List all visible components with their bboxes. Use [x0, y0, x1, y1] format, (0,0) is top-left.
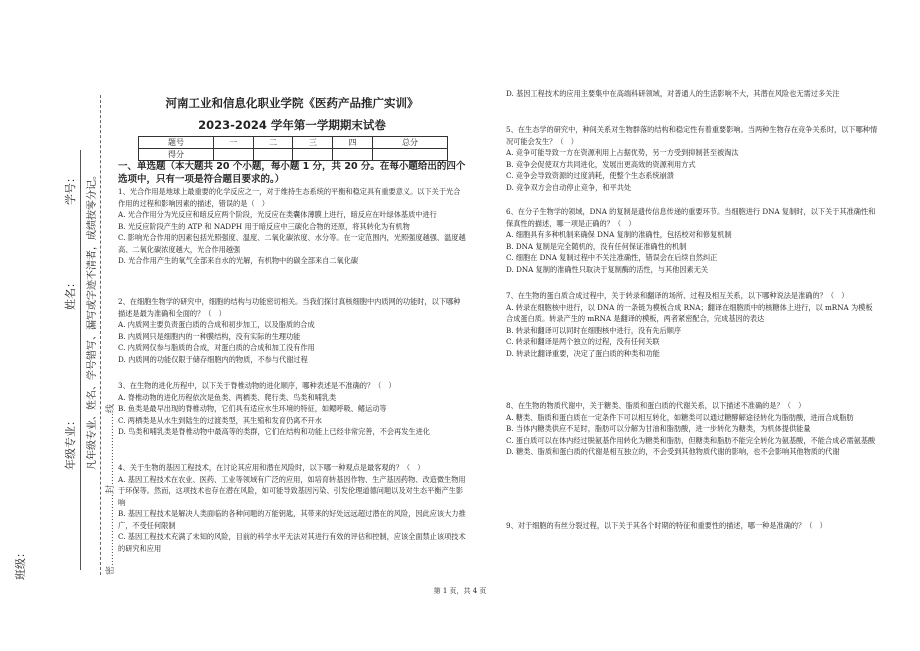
question-1 — [118, 186, 466, 267]
seal-dashed-line — [100, 95, 101, 575]
question-option: B. 鱼类是最早出现的脊椎动物，它们具有适应水生环境的特征，如鳃呼吸、鳍运动等 — [118, 404, 387, 413]
question-option: C. 蛋白质可以在体内经过脱氨基作用转化为糖类和脂肪，但糖类和脂肪不能完全转化为氨基酸，不能合成必需氨基酸 — [506, 435, 876, 445]
question-option: A. 脊椎动物的进化历程依次是鱼类、两栖类、爬行类、鸟类和哺乳类 — [118, 392, 337, 402]
exam-subtitle: 2023-2024 学年第一学期期末试卷 — [198, 118, 386, 132]
question-option: B. 竞争会促使双方共同进化，发展出更高效的资源利用方式 — [506, 159, 696, 169]
score-header-cell: 三 — [293, 137, 333, 149]
score-cell — [293, 149, 333, 161]
question-stem: 9、对于细胞的有丝分裂过程，以下关于其各个时期的特征和重要性的描述，哪一种是准确的？（ ） — [506, 521, 827, 530]
question-option: A. 基因工程技术在农业、医药、工业等领域有广泛的应用，如培育转基因作物、生产基因药物、改造微生物用于环保等。然而，这项技术也存在潜在风险，如可能导致基因污染、引发伦理道德问题以及对生态平衡产生影响 — [118, 474, 466, 507]
question-option: C. 影响光合作用的因素包括光照强度、温度、二氧化碳浓度、水分等。在一定范围内，光照强度越强、温度越高、二氧化碳浓度越大，光合作用越强 — [118, 233, 466, 254]
question-option: B. 当体内糖类供应不足时，脂肪可以分解为甘油和脂肪酸，进一步转化为糖类，为机体提供能量 — [506, 424, 811, 433]
notice-text: 凡年级专业、姓名、学号错写、漏写或字迹不清者，成绩按零分记。 — [87, 170, 98, 470]
question-4 — [118, 462, 466, 554]
question-option: A. 竞争可能导致一方在资源利用上占据优势，另一方受到抑制甚至被淘汰 — [506, 148, 739, 157]
question-option: C. 内质网仅参与脂质的合成，对蛋白质的合成和加工没有作用 — [118, 343, 315, 352]
question-5 — [506, 124, 878, 193]
question-7 — [506, 290, 878, 359]
score-cell — [214, 149, 254, 161]
question-4-continued — [506, 88, 878, 100]
major-label: 年级专业： — [64, 415, 77, 470]
score-header-cell: 一 — [214, 137, 254, 149]
binding-margin — [0, 0, 116, 651]
seal-text: 密……………………封……………………线 — [106, 403, 116, 575]
score-header-cell: 总分 — [372, 137, 447, 149]
question-option: C. 基因工程技术充满了未知的风险，目前的科学水平无法对其进行有效的评估和控制，应该全面禁止该项技术的研究和应用 — [118, 532, 466, 553]
student-id-label: 学号： — [64, 172, 77, 205]
score-table-score-row — [139, 149, 448, 161]
question-6 — [506, 206, 878, 275]
question-stem: 3、在生物的进化历程中，以下关于脊椎动物的进化顺序，哪种表述是不准确的？（ ） — [118, 381, 396, 390]
question-option: D. 光合作用产生的氧气全部来自水的光解，有机物中的碳全部来自二氧化碳 — [118, 256, 359, 265]
question-2 — [118, 296, 466, 365]
name-label: 姓名： — [64, 277, 77, 310]
score-cell — [372, 149, 447, 161]
score-table — [138, 136, 448, 161]
question-3 — [118, 380, 466, 438]
question-option: C. 转录和翻译是两个独立的过程，没有任何关联 — [506, 337, 660, 346]
score-table-header-row — [139, 137, 448, 149]
section-heading: 一、单选题（本大题共 20 个小题，每小题 1 分，共 20 分。在每小题给出的四个选项中，只有一项是符合题目要求的。） — [118, 161, 466, 185]
question-option: D. 基因工程技术的应用主要集中在高端科研领域，对普通人的生活影响不大，其潜在风险也无需过多关注 — [506, 89, 840, 98]
question-9 — [506, 520, 878, 532]
question-option: D. 鸟类和哺乳类是脊椎动物中最高等的类群，它们在结构和功能上已经非常完善，不会再发生进化 — [118, 427, 430, 436]
margin-line — [80, 150, 81, 570]
exam-title: 河南工业和信息化职业学院《医药产品推广实训》 — [165, 96, 419, 110]
question-8 — [506, 400, 878, 458]
question-stem: 5、在生态学的研究中，种间关系对生物群落的结构和稳定性有着重要影响。当两种生物存在竞争关系时，以下哪种情况可能会发生？（ ） — [506, 125, 878, 146]
question-option: D. 内质网的功能仅限于储存细胞内的物质，不参与代谢过程 — [118, 354, 308, 364]
score-row-label: 得分 — [139, 149, 214, 161]
question-option: C. 细胞在 DNA 复制过程中不关注准确性，错误会在后续自然纠正 — [506, 253, 718, 262]
question-option: B. 转录和翻译可以同时在细胞核中进行，没有先后顺序 — [506, 325, 682, 335]
score-cell — [253, 149, 293, 161]
question-stem: 4、关于生物的基因工程技术，在讨论其应用和潜在风险时，以下哪一种观点是最客观的？（ ） — [118, 463, 425, 472]
question-stem: 7、在生物的蛋白质合成过程中，关于转录和翻译的场所、过程及相互关系，以下哪种说法是准确的？（ ） — [506, 291, 849, 300]
class-label: 班级： — [14, 547, 27, 580]
question-option: A. 糖类、脂质和蛋白质在一定条件下可以相互转化，如糖类可以通过糖酵解途径转化为脂肪酸，进而合成脂肪 — [506, 412, 854, 422]
question-option: A. 内质网主要负责蛋白质的合成和初步加工，以及脂质的合成 — [118, 320, 315, 329]
question-stem: 1、光合作用是地球上最重要的化学反应之一，对于维持生态系统的平衡和稳定具有重要意义。以下关于光合作用的过程和影响因素的描述，错误的是（ ） — [118, 187, 461, 208]
question-option: A. 光合作用分为光反应和暗反应两个阶段，光反应在类囊体薄膜上进行，暗反应在叶绿体基质中进行 — [118, 210, 437, 219]
question-option: D. DNA 复制的准确性只取决于复制酶的活性，与其他因素无关 — [506, 264, 709, 274]
question-option: B. DNA 复制是完全随机的，没有任何保证准确性的机制 — [506, 241, 687, 251]
score-header-cell: 题号 — [139, 137, 214, 149]
score-header-cell: 四 — [333, 137, 373, 149]
question-option: B. 光反应阶段产生的 ATP 和 NADPH 用于暗反应中三碳化合物的还原，将其转化为有机物 — [118, 221, 410, 231]
page-footer: 第 1 页，共 4 页 — [433, 587, 487, 595]
score-header-cell: 二 — [253, 137, 293, 149]
question-stem: 6、在分子生物学的领域，DNA 的复制是遗传信息传递的重要环节。当细胞进行 DNA 复制时，以下关于其准确性和保真性的描述，哪一项是正确的？（ ） — [506, 207, 876, 228]
question-option: D. 转录比翻译重要，决定了蛋白质的种类和功能 — [506, 348, 660, 358]
question-option: D. 糖类、脂质和蛋白质的代谢是相互独立的，不会受到其他物质代谢的影响，也不会影响其他物质的代谢 — [506, 447, 840, 456]
question-stem: 2、在细胞生物学的研究中，细胞的结构与功能密切相关。当我们探讨真核细胞中内质网的功能时，以下哪种描述是最为准确和全面的？（ ） — [118, 297, 461, 318]
question-option: B. 基因工程技术是解决人类面临的各种问题的万能钥匙，其带来的好处远远超过潜在的风险，因此应该大力推广，不受任何限制 — [118, 509, 466, 530]
question-option: A. 细胞具有多种机制来确保 DNA 复制的准确性，包括校对和修复机制 — [506, 230, 732, 239]
question-option: C. 两栖类是从水生到陆生的过渡类型，其生殖和发育仍离不开水 — [118, 415, 322, 425]
question-option: C. 竞争会导致资源的过度消耗，使整个生态系统崩溃 — [506, 171, 674, 180]
score-cell — [333, 149, 373, 161]
question-option: D. 竞争双方会自动停止竞争，和平共处 — [506, 182, 632, 192]
question-stem: 8、在生物的物质代谢中，关于糖类、脂质和蛋白质的代谢关系，以下描述不准确的是？（ ） — [506, 401, 806, 410]
question-option: A. 转录在细胞核中进行，以 DNA 的一条链为模板合成 RNA；翻译在细胞质中的核糖体上进行，以 mRNA 为模板合成蛋白质。转录产生的 mRNA 是翻译的模板，两者紧密配合，完成基因的表达 — [506, 302, 873, 323]
question-option: B. 内质网只是细胞内的一种膜结构，没有实际的生理功能 — [118, 331, 301, 341]
